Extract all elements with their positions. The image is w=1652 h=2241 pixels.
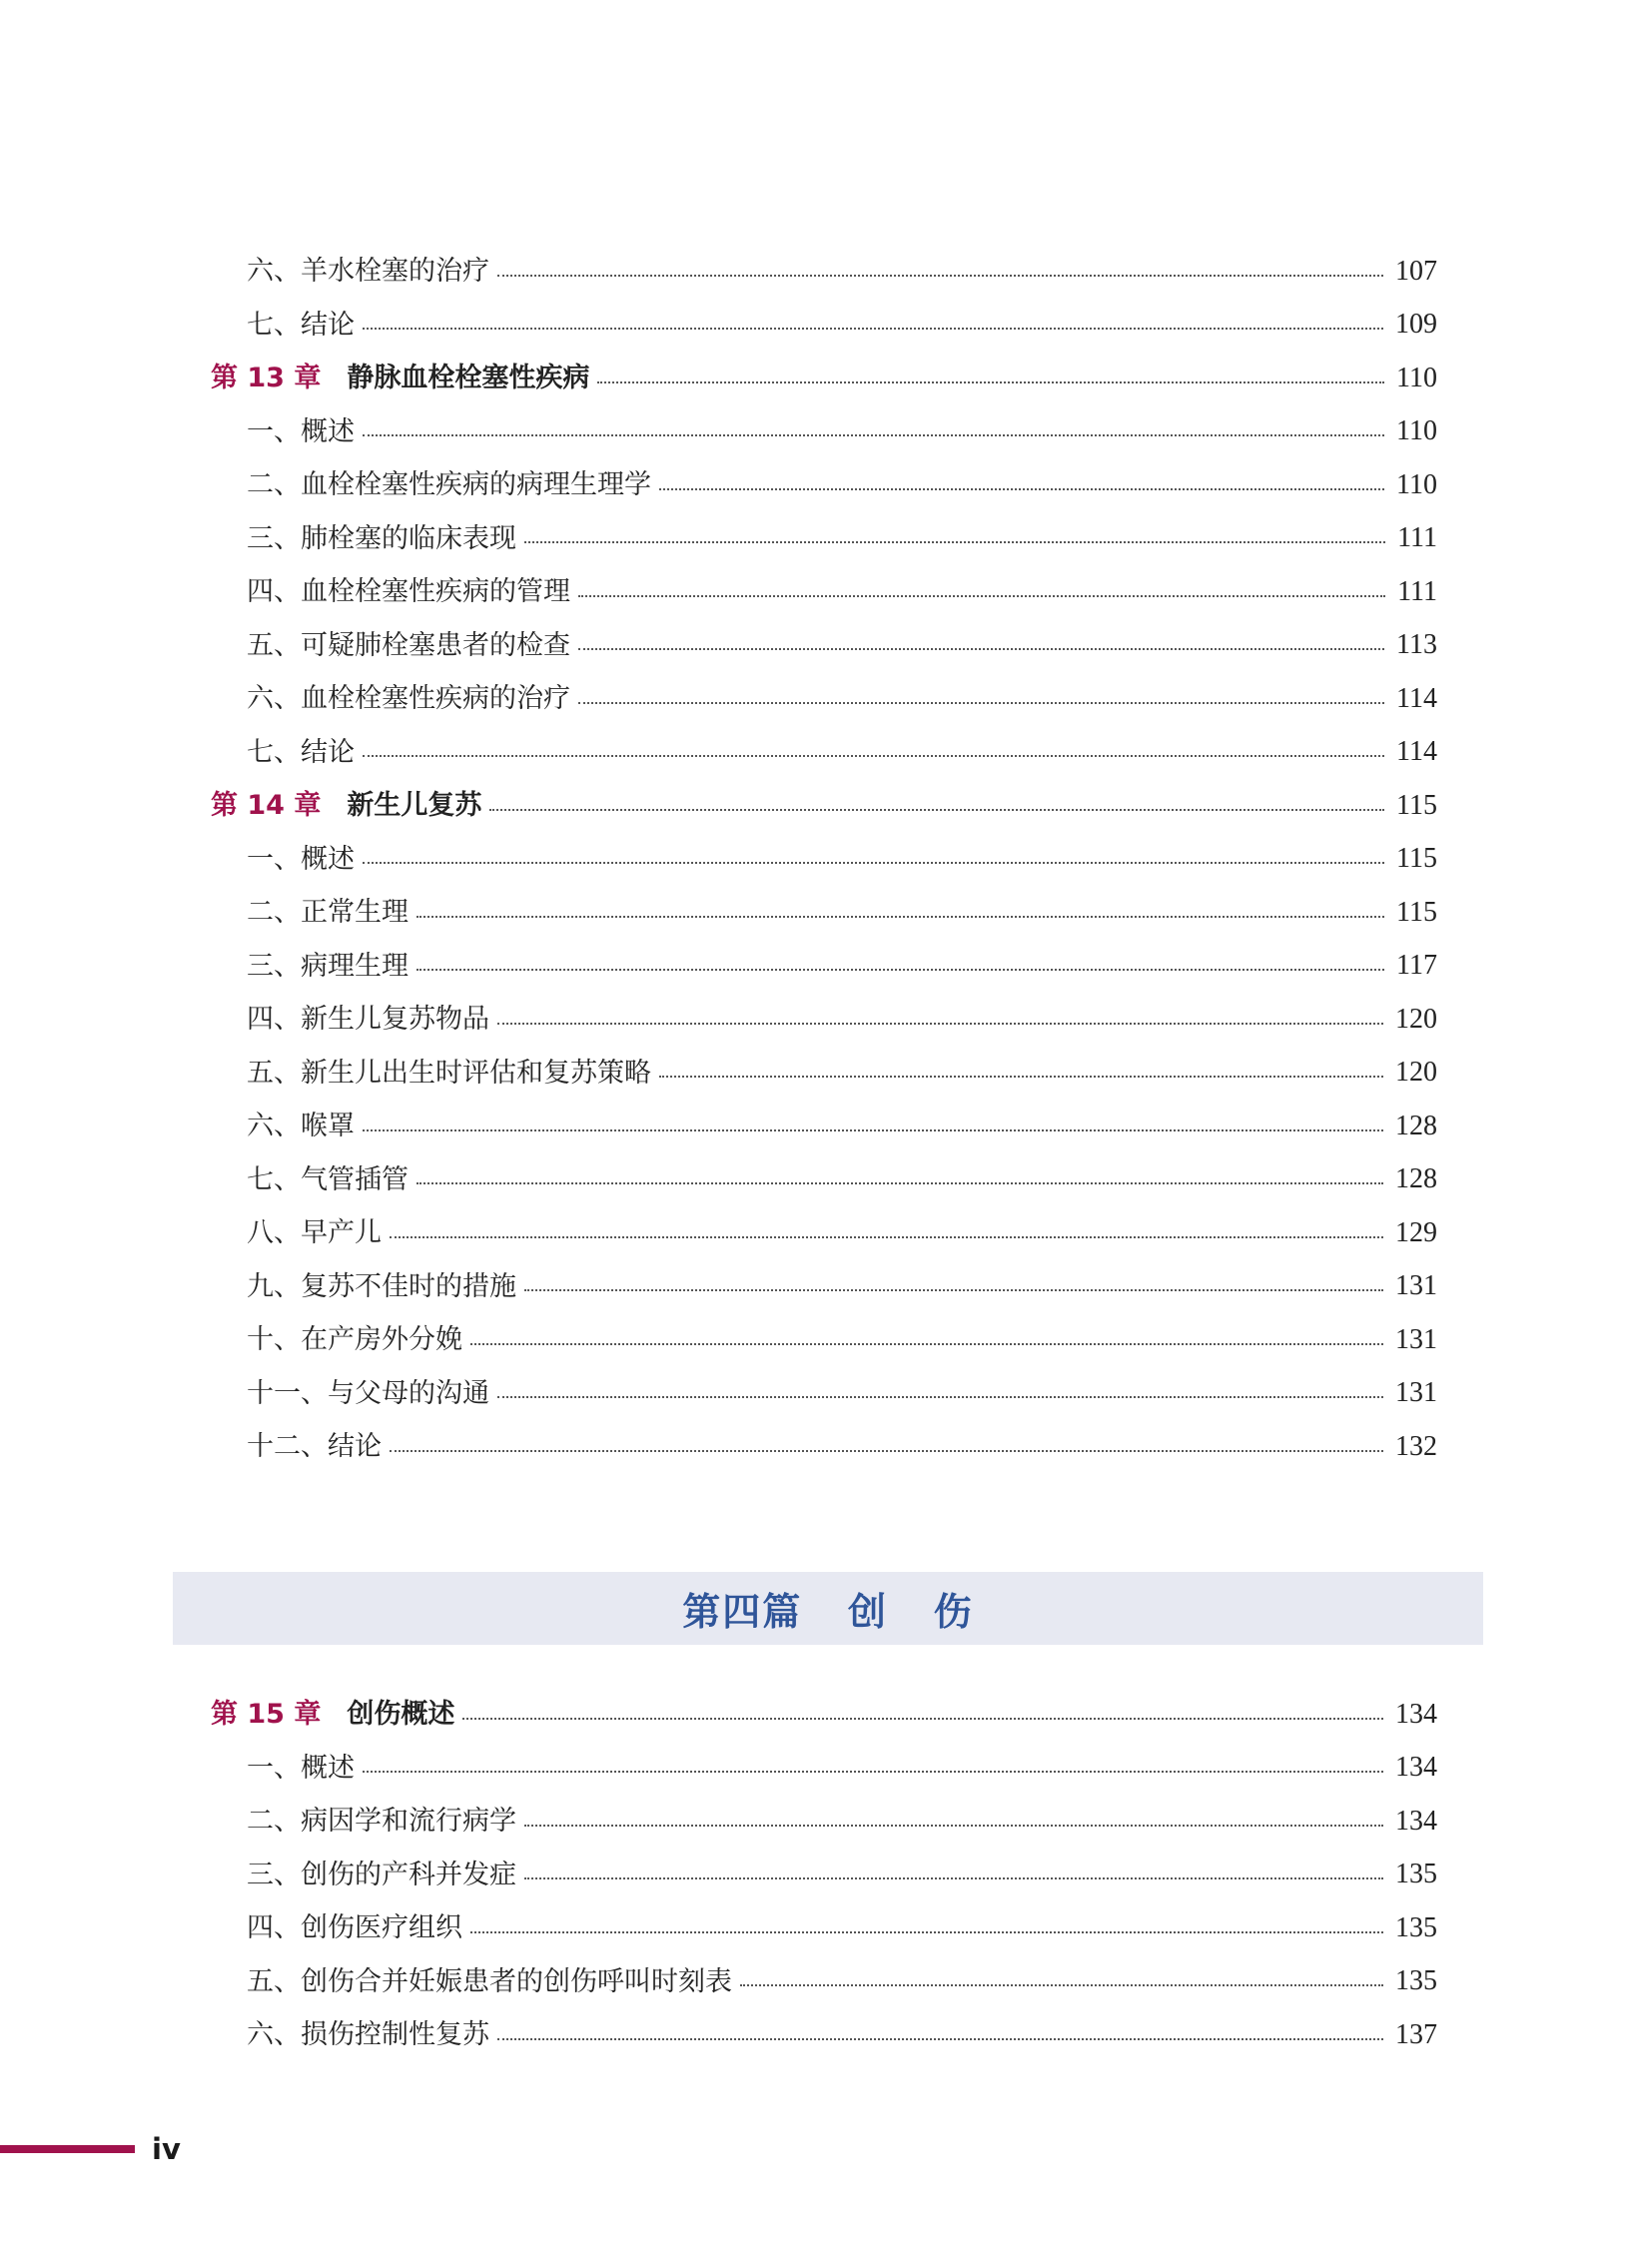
- page-number: 131: [1395, 1323, 1437, 1355]
- dot-leader: [416, 916, 1384, 918]
- dot-leader: [416, 1182, 1383, 1184]
- dot-leader: [659, 1076, 1383, 1078]
- section-title: 四、血栓栓塞性疾病的管理: [247, 576, 570, 608]
- toc-section-entry: [211, 245, 1437, 299]
- dot-leader: [390, 1450, 1383, 1452]
- page-number: 114: [1396, 682, 1437, 714]
- dot-leader: [524, 1289, 1383, 1291]
- section-title: 十二、结论: [247, 1431, 382, 1463]
- section-title: 一、概述: [247, 843, 355, 875]
- dot-leader: [524, 541, 1385, 543]
- section-title: 九、复苏不佳时的措施: [247, 1270, 516, 1302]
- footer-page-number: iv: [152, 2132, 181, 2166]
- toc-section-entry: [211, 993, 1437, 1047]
- dot-leader: [578, 648, 1384, 650]
- section-title: 一、概述: [247, 1752, 355, 1784]
- page-number: 131: [1395, 1377, 1437, 1409]
- page-number: 128: [1395, 1110, 1437, 1141]
- page-number: 115: [1396, 789, 1437, 821]
- section-title: 六、损伤控制性复苏: [247, 2019, 489, 2051]
- section-title: 一、概述: [247, 415, 355, 447]
- toc-section-entry: [211, 833, 1437, 887]
- toc-chapter-entry: [211, 352, 1437, 405]
- section-title: 三、病理生理: [247, 950, 409, 982]
- section-title: 四、新生儿复苏物品: [247, 1004, 489, 1036]
- dot-leader: [497, 275, 1383, 277]
- page-number: 134: [1395, 1805, 1437, 1837]
- dot-leader: [497, 2038, 1383, 2040]
- chapter-number: 第 14 章: [211, 790, 322, 822]
- page-number: 110: [1396, 415, 1437, 447]
- dot-leader: [578, 702, 1384, 704]
- toc-section-entry: [211, 1367, 1437, 1421]
- toc-section-entry: [211, 672, 1437, 726]
- section-title: 七、结论: [247, 736, 355, 768]
- dot-leader: [363, 1129, 1383, 1131]
- section-title: 七、气管插管: [247, 1163, 409, 1195]
- toc-section-entry: [211, 886, 1437, 940]
- section-title: 十一、与父母的沟通: [247, 1377, 489, 1409]
- page-number: 114: [1396, 736, 1437, 768]
- dot-leader: [470, 1931, 1383, 1933]
- section-title: 十、在产房外分娩: [247, 1324, 462, 1356]
- dot-leader: [390, 1236, 1383, 1238]
- page-number: 134: [1395, 1752, 1437, 1784]
- section-title: 四、创伤医疗组织: [247, 1912, 462, 1944]
- chapter-title: 创伤概述: [347, 1699, 455, 1731]
- toc-section-entry: [211, 2008, 1437, 2062]
- page-number: 120: [1395, 1003, 1437, 1035]
- page-number: 135: [1395, 1911, 1437, 1943]
- page-number: 134: [1395, 1698, 1437, 1730]
- dot-leader: [363, 328, 1383, 330]
- dot-leader: [470, 1343, 1383, 1345]
- footer-accent-bar: [0, 2145, 135, 2153]
- toc-section-entry: [211, 1206, 1437, 1260]
- toc-section-entry: [211, 1100, 1437, 1153]
- toc-section-entry: [211, 1047, 1437, 1101]
- dot-leader: [363, 434, 1384, 436]
- toc-chapter-entry: [211, 1688, 1437, 1742]
- page-number: 111: [1397, 522, 1437, 554]
- dot-leader: [363, 755, 1384, 757]
- section-title: 六、喉罩: [247, 1111, 355, 1142]
- dot-leader: [524, 1825, 1383, 1827]
- section-title: 八、早产儿: [247, 1217, 382, 1249]
- page-number: 120: [1395, 1057, 1437, 1089]
- section-title: 三、肺栓塞的临床表现: [247, 522, 516, 554]
- page-number: 111: [1397, 575, 1437, 607]
- page-number: 128: [1395, 1163, 1437, 1195]
- page-number: 135: [1395, 1859, 1437, 1890]
- chapter-number: 第 15 章: [211, 1699, 322, 1731]
- toc-chapter-entry: [211, 779, 1437, 833]
- section-title: 五、新生儿出生时评估和复苏策略: [247, 1057, 651, 1089]
- section-title: 二、病因学和流行病学: [247, 1806, 516, 1838]
- page-number: 110: [1396, 468, 1437, 500]
- toc-section-entry: [211, 1260, 1437, 1314]
- toc-section-entry: [211, 940, 1437, 994]
- toc-section-entry: [211, 1901, 1437, 1955]
- dot-leader: [462, 1718, 1383, 1720]
- toc-list-bottom: [211, 1688, 1437, 2062]
- section-title: 六、羊水栓塞的治疗: [247, 256, 489, 288]
- dot-leader: [578, 595, 1385, 597]
- toc-section-entry: [211, 1955, 1437, 2009]
- page-number: 113: [1396, 629, 1437, 661]
- page-number: 115: [1396, 896, 1437, 928]
- dot-leader: [363, 1771, 1383, 1773]
- part-title: 第四篇 创 伤: [682, 1590, 974, 1634]
- section-title: 六、血栓栓塞性疾病的治疗: [247, 683, 570, 715]
- section-title: 二、血栓栓塞性疾病的病理生理学: [247, 469, 651, 501]
- section-title: 二、正常生理: [247, 897, 409, 929]
- dot-leader: [524, 1877, 1383, 1879]
- page-number: 137: [1395, 2018, 1437, 2050]
- page-number: 115: [1396, 843, 1437, 875]
- dot-leader: [497, 1396, 1383, 1398]
- toc-section-entry: [211, 299, 1437, 353]
- dot-leader: [363, 862, 1384, 864]
- chapter-title: 静脉血栓栓塞性疾病: [347, 363, 590, 394]
- section-title: 三、创伤的产科并发症: [247, 1859, 516, 1890]
- page-number: 132: [1395, 1430, 1437, 1462]
- toc-section-entry: [211, 1742, 1437, 1796]
- section-title: 五、创伤合并妊娠患者的创伤呼叫时刻表: [247, 1965, 732, 1997]
- dot-leader: [497, 1023, 1383, 1025]
- toc-section-entry: [211, 565, 1437, 619]
- dot-leader: [416, 969, 1384, 971]
- toc-section-entry: [211, 458, 1437, 512]
- toc-section-entry: [211, 619, 1437, 673]
- page-number: 129: [1395, 1216, 1437, 1248]
- toc-section-entry: [211, 726, 1437, 780]
- section-title: 五、可疑肺栓塞患者的检查: [247, 629, 570, 661]
- toc-section-entry: [211, 1849, 1437, 1902]
- dot-leader: [597, 381, 1384, 383]
- dot-leader: [489, 809, 1384, 811]
- page-number: 117: [1396, 950, 1437, 982]
- page-number: 135: [1395, 1965, 1437, 1997]
- part-banner: [173, 1572, 1483, 1645]
- toc-section-entry: [211, 1795, 1437, 1849]
- dot-leader: [740, 1984, 1383, 1986]
- toc-section-entry: [211, 512, 1437, 566]
- toc-section-entry: [211, 1313, 1437, 1367]
- toc-section-entry: [211, 1420, 1437, 1474]
- page-number: 109: [1395, 309, 1437, 341]
- toc-section-entry: [211, 405, 1437, 459]
- page-number: 107: [1395, 255, 1437, 287]
- dot-leader: [659, 488, 1384, 490]
- section-title: 七、结论: [247, 309, 355, 341]
- toc-section-entry: [211, 1153, 1437, 1207]
- chapter-title: 新生儿复苏: [347, 790, 482, 822]
- toc-list-top: [211, 245, 1437, 1474]
- chapter-number: 第 13 章: [211, 363, 322, 394]
- page-number: 131: [1395, 1270, 1437, 1302]
- page-number: 110: [1396, 362, 1437, 393]
